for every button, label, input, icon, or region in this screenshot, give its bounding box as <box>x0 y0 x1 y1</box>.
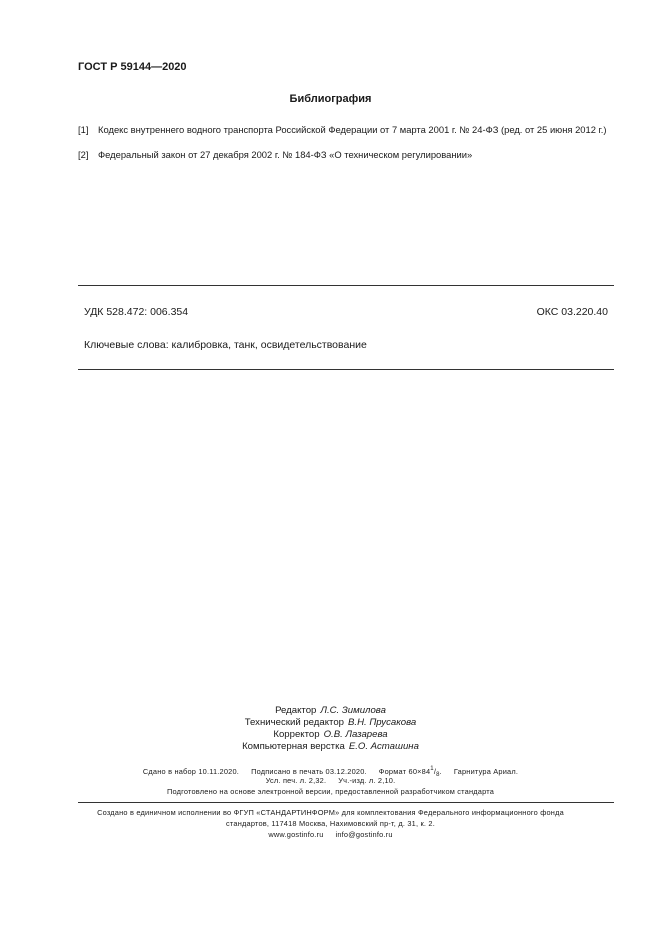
udk-code: УДК 528.472: 006.354 <box>84 306 189 318</box>
format-numerator: 1 <box>430 766 434 772</box>
website-link[interactable]: www.gostinfo.ru <box>268 830 324 839</box>
credit-name: Е.О. Асташина <box>348 741 419 752</box>
imprint-prepared: Подготовлено на основе электронной версии, предоставленной разработчиком стандарта <box>166 787 495 796</box>
sign-date: Подписано в печать 03.12.2020. <box>251 767 367 776</box>
credit-name: О.В. Лазарева <box>323 729 388 740</box>
oks-code: ОКС 03.220.40 <box>536 306 608 318</box>
divider-top <box>78 285 614 286</box>
format: Формат $60\times 84^1/_8$. <box>378 766 442 778</box>
bibliography-item-number: [1] <box>78 124 89 135</box>
pub-sheets: Уч.-изд. л. 2,10. <box>338 776 396 785</box>
credit-name: В.Н. Прусакова <box>348 717 417 728</box>
credit-role: Компьютерная верстка <box>242 741 345 752</box>
divider-bottom <box>78 369 614 370</box>
imprint-created-1: Создано в единичном исполнении во ФГУП «СТАНДАРТИНФОРМ» для комплектования Федерального информационного фонда <box>97 808 564 817</box>
print-sheets: Усл. печ. л. 2,32. <box>265 776 327 785</box>
bibliography-item <box>78 124 616 136</box>
bibliography-item-text: Кодекс внутреннего водного транспорта Российской Федерации от 7 марта 2001 г. № 24-ФЗ (ред. от 25 июня 2012 г.) <box>98 124 607 135</box>
credit-role: Редактор <box>275 705 317 716</box>
credit-role: Технический редактор <box>244 717 345 728</box>
divider-imprint <box>78 802 614 803</box>
imprint-created-2: стандартов, 117418 Москва, Нахимовский пр-т, д. 31, к. 2. <box>226 819 435 828</box>
typeface: Гарнитура Ариал. <box>453 767 519 776</box>
bibliography-item-number: [2] <box>78 149 89 160</box>
credit-name: Л.С. Зимилова <box>320 705 386 716</box>
credit-role: Корректор <box>273 729 320 740</box>
imprint-line-2 <box>0 775 661 786</box>
bibliography-item-text: Федеральный закон от 27 декабря 2002 г. № 184-ФЗ «О техническом регулировании» <box>98 149 473 160</box>
set-date: Сдано в набор 10.11.2020. <box>142 767 240 776</box>
imprint-contacts <box>0 829 661 840</box>
credit-editor <box>0 705 661 717</box>
bibliography-item <box>78 149 616 161</box>
credit-layout <box>0 741 661 753</box>
format-denominator: 8 <box>436 772 440 778</box>
email-link[interactable]: info@gostinfo.ru <box>335 830 393 839</box>
format-label: Формат 60×84 <box>378 767 431 776</box>
credit-technical-editor <box>0 717 661 729</box>
credit-corrector <box>0 729 661 741</box>
document-code: ГОСТ Р 59144—2020 <box>78 61 187 73</box>
bibliography-title: Библиография <box>289 93 372 105</box>
keywords: Ключевые слова: калибровка, танк, освидетельствование <box>84 339 367 351</box>
